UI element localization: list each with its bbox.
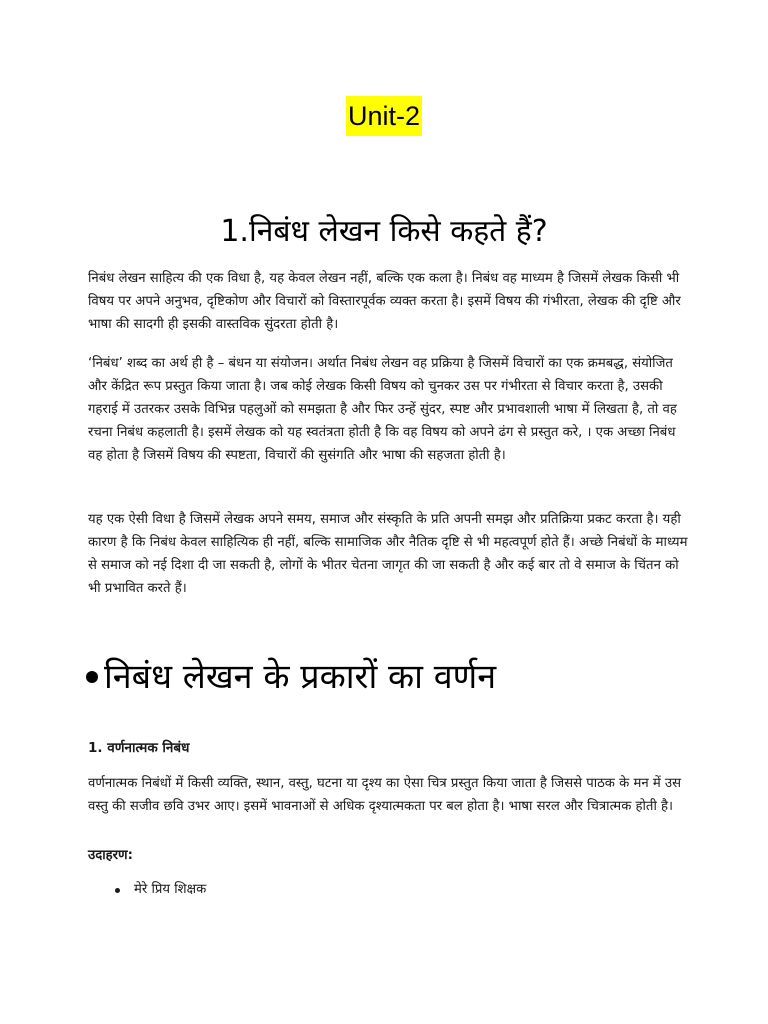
example-label: उदाहरण: [88,848,133,863]
unit-title-wrapper [0,96,768,136]
paragraph-2: ‘निबंध’ शब्द का अर्थ ही है – बंधन या संयोजन। अर्थात निबंध लेखन वह प्रक्रिया है जिसमें विचारों का एक क्रमबद्ध, संयोजित और केंद्रित रूप प्रस्तुत किया जाता है। जब कोई लेखक किसी विषय को चुनकर उस पर गंभीरता से विचार करता है, उसकी गहराई में उतरकर उसके विभिन्न पहलुओं को समझता है और फिर उन्हें सुंदर, स्पष्ट और प्रभावशाली भाषा में लिखता है, तो वह रचना निबंध कहलाती है। इसमें लेखक को यह स्वतंत्रता होती है कि वह विषय को अपने ढंग से प्रस्तुत करे, । एक अच्छा निबंध वह होता है जिसमें विषय की स्पष्टता, विचारों की सुसंगति और भाषा की सहजता होती है। [88,356,677,463]
unit-title: Unit-2 [346,96,422,136]
list-item [112,878,206,902]
bullet-dot-icon [115,888,120,893]
list-item-text: मेरे प्रिय शिक्षक [134,882,207,897]
paragraph-1: निबंध लेखन साहित्य की एक विधा है, यह केवल लेखन नहीं, बल्कि एक कला है। निबंध वह माध्यम है जिसमें लेखक किसी भी विषय पर अपने अनुभव, दृष्टिकोण और विचारों को विस्तारपूर्वक व्यक्त करता है। इसमें विषय की गंभीरता, लेखक की दृष्टि और भाषा की सादगी ही इसकी वास्तविक सुंदरता होती है। [88,271,681,332]
paragraph-3: यह एक ऐसी विधा है जिसमें लेखक अपने समय, समाज और संस्कृति के प्रति अपनी समझ और प्रतिक्रिया प्रकट करता है। यही कारण है कि निबंध केवल साहित्यिक ही नहीं, बल्कि सामाजिक और नैतिक दृष्टि से भी महत्वपूर्ण होते हैं। अच्छे निबंधों के माध्यम से समाज को नई दिशा दी जा सकती है, लोगों के भीतर चेतना जागृत की जा सकती है और कई बार तो वे समाज के चिंतन को भी प्रभावित करते हैं। [88,512,688,596]
heading-essay-types-text: निबंध लेखन के प्रकारों का वर्णन [104,657,497,697]
heading-essay-types [86,652,496,702]
section-body: वर्णनात्मक निबंधों में किसी व्यक्ति, स्थान, वस्तु, घटना या दृश्य का ऐसा चित्र प्रस्तुत किया जाता है जिससे पाठक के मन में उस वस्तु की सजीव छवि उभर आए। इसमें भावनाओं से अधिक दृश्यात्मकता पर बल होता है। भाषा सरल और चित्रात्मक होती है। [88,776,682,814]
example-list [112,878,206,902]
bullet-icon [86,671,98,683]
section-title-descriptive-essay: 1. वर्णनात्मक निबंध [88,740,190,756]
heading-what-is-essay-writing: 1.निबंध लेखन किसे कहते हैं? [220,214,548,249]
